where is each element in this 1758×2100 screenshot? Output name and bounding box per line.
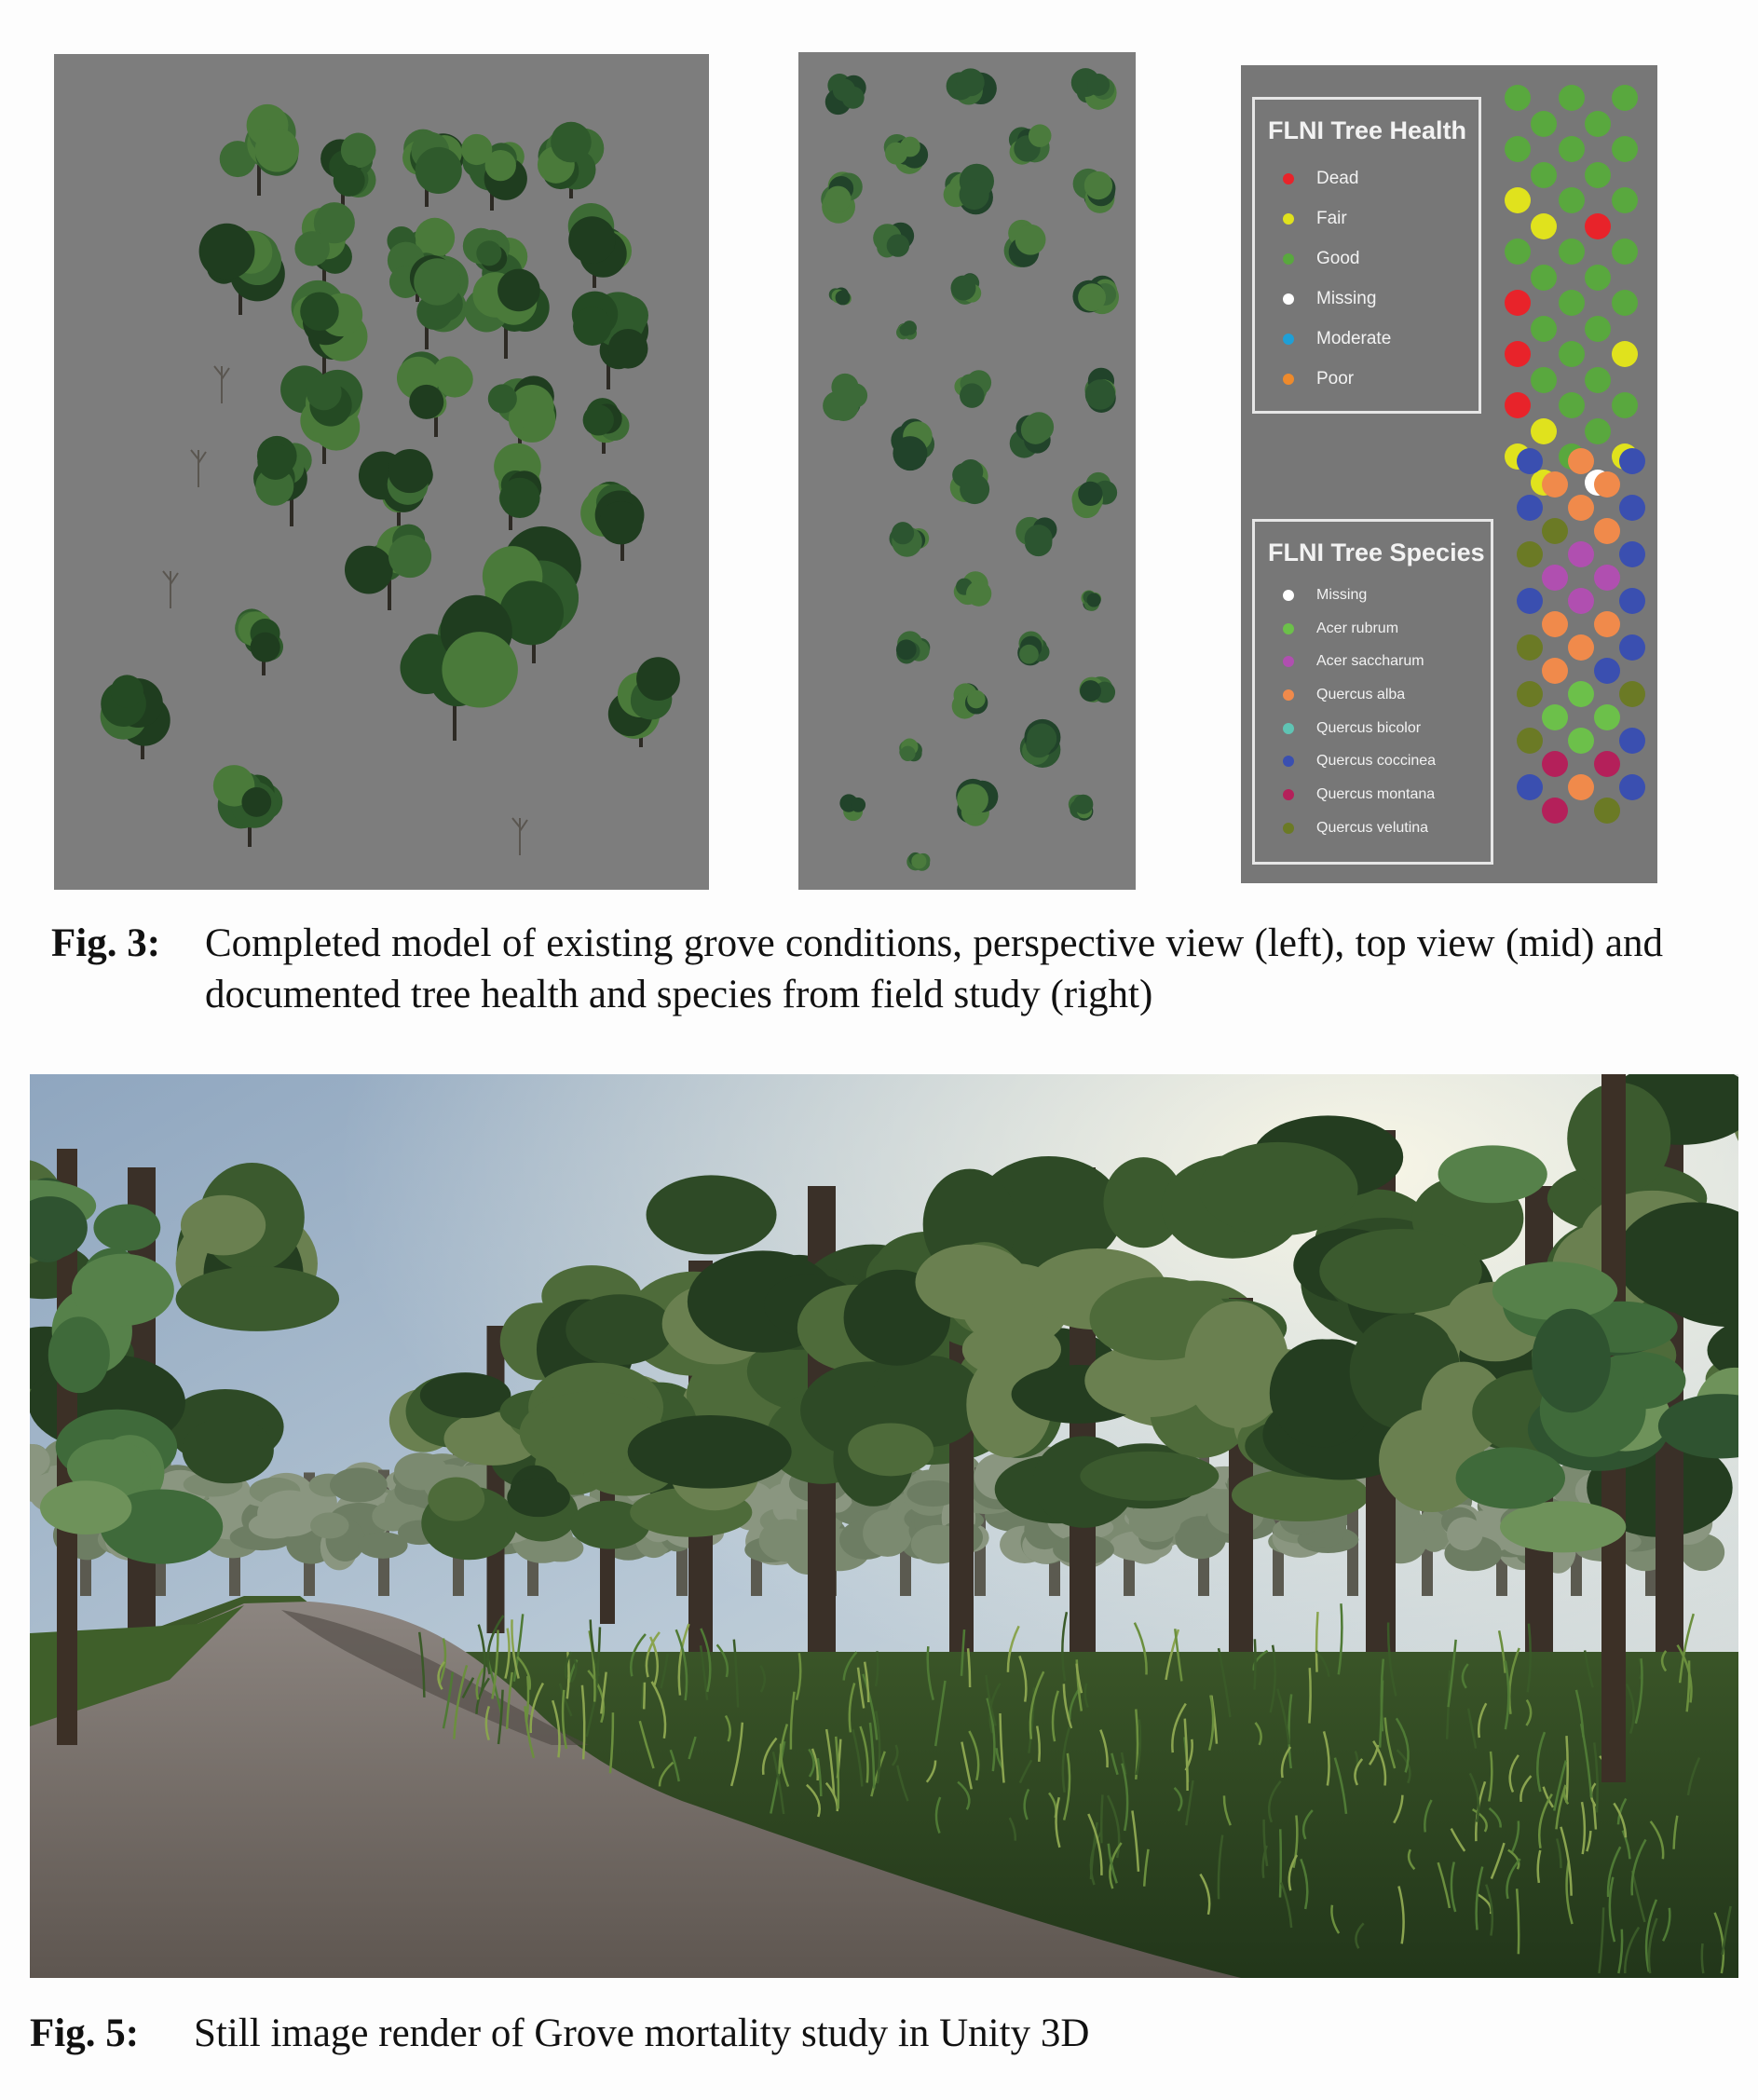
tree [538,122,604,198]
species-dot [1517,495,1543,521]
species-dot [1542,751,1568,777]
dead-tree [191,450,206,487]
canopy [954,370,991,408]
species-dot [1568,681,1594,707]
health-dot [1531,316,1557,342]
tree [292,280,368,380]
species-dot [1619,541,1645,567]
canopy [829,287,852,305]
tree [253,436,312,526]
tree [294,202,354,291]
perspective-trees [54,54,709,890]
health-dot [1585,316,1611,342]
health-dot [1612,392,1638,418]
canopy [951,273,982,305]
species-dot [1517,634,1543,661]
health-dot [1612,187,1638,213]
canopy [1081,590,1101,610]
canopy [1084,368,1115,413]
canopy [906,852,930,871]
species-dot [1619,634,1645,661]
tree [359,449,433,533]
tree-dot-grids [1241,65,1657,883]
health-dot [1531,213,1557,239]
canopy [1072,276,1119,314]
species-dot [1568,728,1594,754]
dead-tree [214,366,229,403]
canopy [889,522,929,557]
tree [235,608,283,675]
species-dot [1542,704,1568,730]
species-dot [1619,588,1645,614]
species-dot [1594,751,1620,777]
canopy [899,739,922,762]
species-dot [1542,798,1568,824]
species-dot [1542,658,1568,684]
canopy [954,571,992,607]
legend-label: Acer saccharum [1316,653,1424,670]
species-dot [1594,798,1620,824]
species-dot [1619,448,1645,474]
tree [199,224,285,315]
figure-5-caption-text: Still image render of Grove mortality study in Unity 3D [194,2011,1090,2055]
health-dot [1585,111,1611,137]
canopy [1017,632,1049,666]
tree [580,482,644,561]
health-dot [1505,136,1531,162]
tree [389,255,469,349]
species-dot [1542,518,1568,544]
figure-3-label: Fig. 3: [51,921,161,965]
legend-label: Missing [1316,288,1377,308]
tree [320,133,375,213]
canopy [823,374,867,421]
canopy [1071,68,1117,110]
species-dot [1594,565,1620,591]
figure-3-caption-text: Completed model of existing grove conditions, perspective view (left), top view (mid) and documented tree health and species from field study (right) [205,921,1663,1016]
species-dot [1542,611,1568,637]
tree [461,134,527,211]
species-dot [1517,681,1543,707]
tree [608,657,680,747]
species-dot [1568,634,1594,661]
canopy [944,164,994,215]
health-dot [1559,85,1585,111]
species-dot [1568,774,1594,800]
health-dot [1559,136,1585,162]
canopy [1009,124,1052,164]
species-dot [1594,471,1620,498]
species-dot [1594,518,1620,544]
legend-label: Acer rubrum [1316,620,1399,636]
legend-label: Good [1316,248,1360,268]
health-dot [1559,392,1585,418]
health-dot [1531,162,1557,188]
legend-label: Fair [1316,208,1347,228]
figure-3-caption [51,918,1663,1020]
canopy [1073,169,1116,213]
health-dot [1505,187,1531,213]
health-dot [1505,392,1531,418]
top-view-panel [798,52,1136,890]
health-dot [1585,418,1611,444]
canopy [956,779,998,826]
health-dot [1612,239,1638,265]
species-dot [1568,495,1594,521]
canopy [1015,517,1056,556]
tree [583,398,630,454]
canopy [884,134,928,174]
tree [465,269,550,359]
perspective-view-panel [54,54,709,890]
health-dot [1531,265,1557,291]
species-dot [1542,565,1568,591]
health-dot [1559,239,1585,265]
tree [402,130,465,207]
tree [397,351,473,437]
health-legend-title: FLNI Tree Health [1268,116,1467,144]
canopy [950,459,989,504]
tree [213,765,282,847]
tree [494,443,541,530]
species-dot [1619,495,1645,521]
health-dot [1585,162,1611,188]
health-dot [1531,367,1557,393]
legend-label: Quercus montana [1316,785,1436,802]
canopy [839,794,865,821]
legend-label: Poor [1316,368,1355,389]
tree [488,375,556,456]
species-dot [1619,774,1645,800]
species-dot [1517,448,1543,474]
health-dot [1585,367,1611,393]
canopy [825,74,866,115]
dead-tree [512,818,527,855]
species-dot [1619,681,1645,707]
species-dot [1517,588,1543,614]
canopy [1004,220,1046,267]
figure-5-caption [30,2008,1427,2064]
forest-path-scene [30,1074,1738,1978]
health-dot [1612,85,1638,111]
species-dot [1542,471,1568,498]
health-dot [1585,213,1611,239]
legend-label: Quercus velutina [1316,819,1429,836]
health-dot [1612,341,1638,367]
health-dot [1612,290,1638,316]
species-dot [1568,541,1594,567]
health-dot [1585,265,1611,291]
health-dot [1612,136,1638,162]
canopy [1020,719,1061,768]
canopy [1079,676,1115,702]
top-view-canopies [798,52,1136,890]
species-dot [1594,611,1620,637]
health-dot [1531,111,1557,137]
canopy [896,320,917,339]
canopy [1071,472,1117,518]
canopy [952,683,988,718]
tree [101,675,170,759]
canopy [873,223,914,258]
species-dot [1568,448,1594,474]
canopy [1069,795,1094,821]
health-dot [1559,187,1585,213]
legend-label: Quercus bicolor [1316,719,1422,736]
health-dot [1505,290,1531,316]
species-legend-title: FLNI Tree Species [1268,539,1485,566]
legend-label: Moderate [1316,328,1392,348]
health-dot [1559,341,1585,367]
species-dot [1517,774,1543,800]
legend-label: Quercus coccinea [1316,753,1437,770]
canopy [821,171,863,223]
canopy [1010,412,1054,457]
figure-5-label: Fig. 5: [30,2011,140,2055]
species-dot [1619,728,1645,754]
species-dot [1568,588,1594,614]
canopy [896,631,930,663]
health-dot [1505,239,1531,265]
health-dot [1531,418,1557,444]
canopy [891,418,934,470]
species-dot [1517,541,1543,567]
dead-tree [163,571,178,608]
health-dot [1559,290,1585,316]
canopy [947,68,997,104]
health-dot [1505,341,1531,367]
tree [345,525,431,610]
tree [220,104,299,196]
species-dot [1517,728,1543,754]
health-dot [1505,85,1531,111]
species-dot [1594,704,1620,730]
unity-render-image [30,1074,1738,1978]
legend-label: Missing [1316,586,1368,603]
legend-label: Quercus alba [1316,686,1406,702]
legend-label: Dead [1316,168,1359,188]
legend-panel [1241,65,1657,883]
tree [572,292,648,389]
species-dot [1594,658,1620,684]
tree [568,203,632,288]
tree [400,595,517,741]
